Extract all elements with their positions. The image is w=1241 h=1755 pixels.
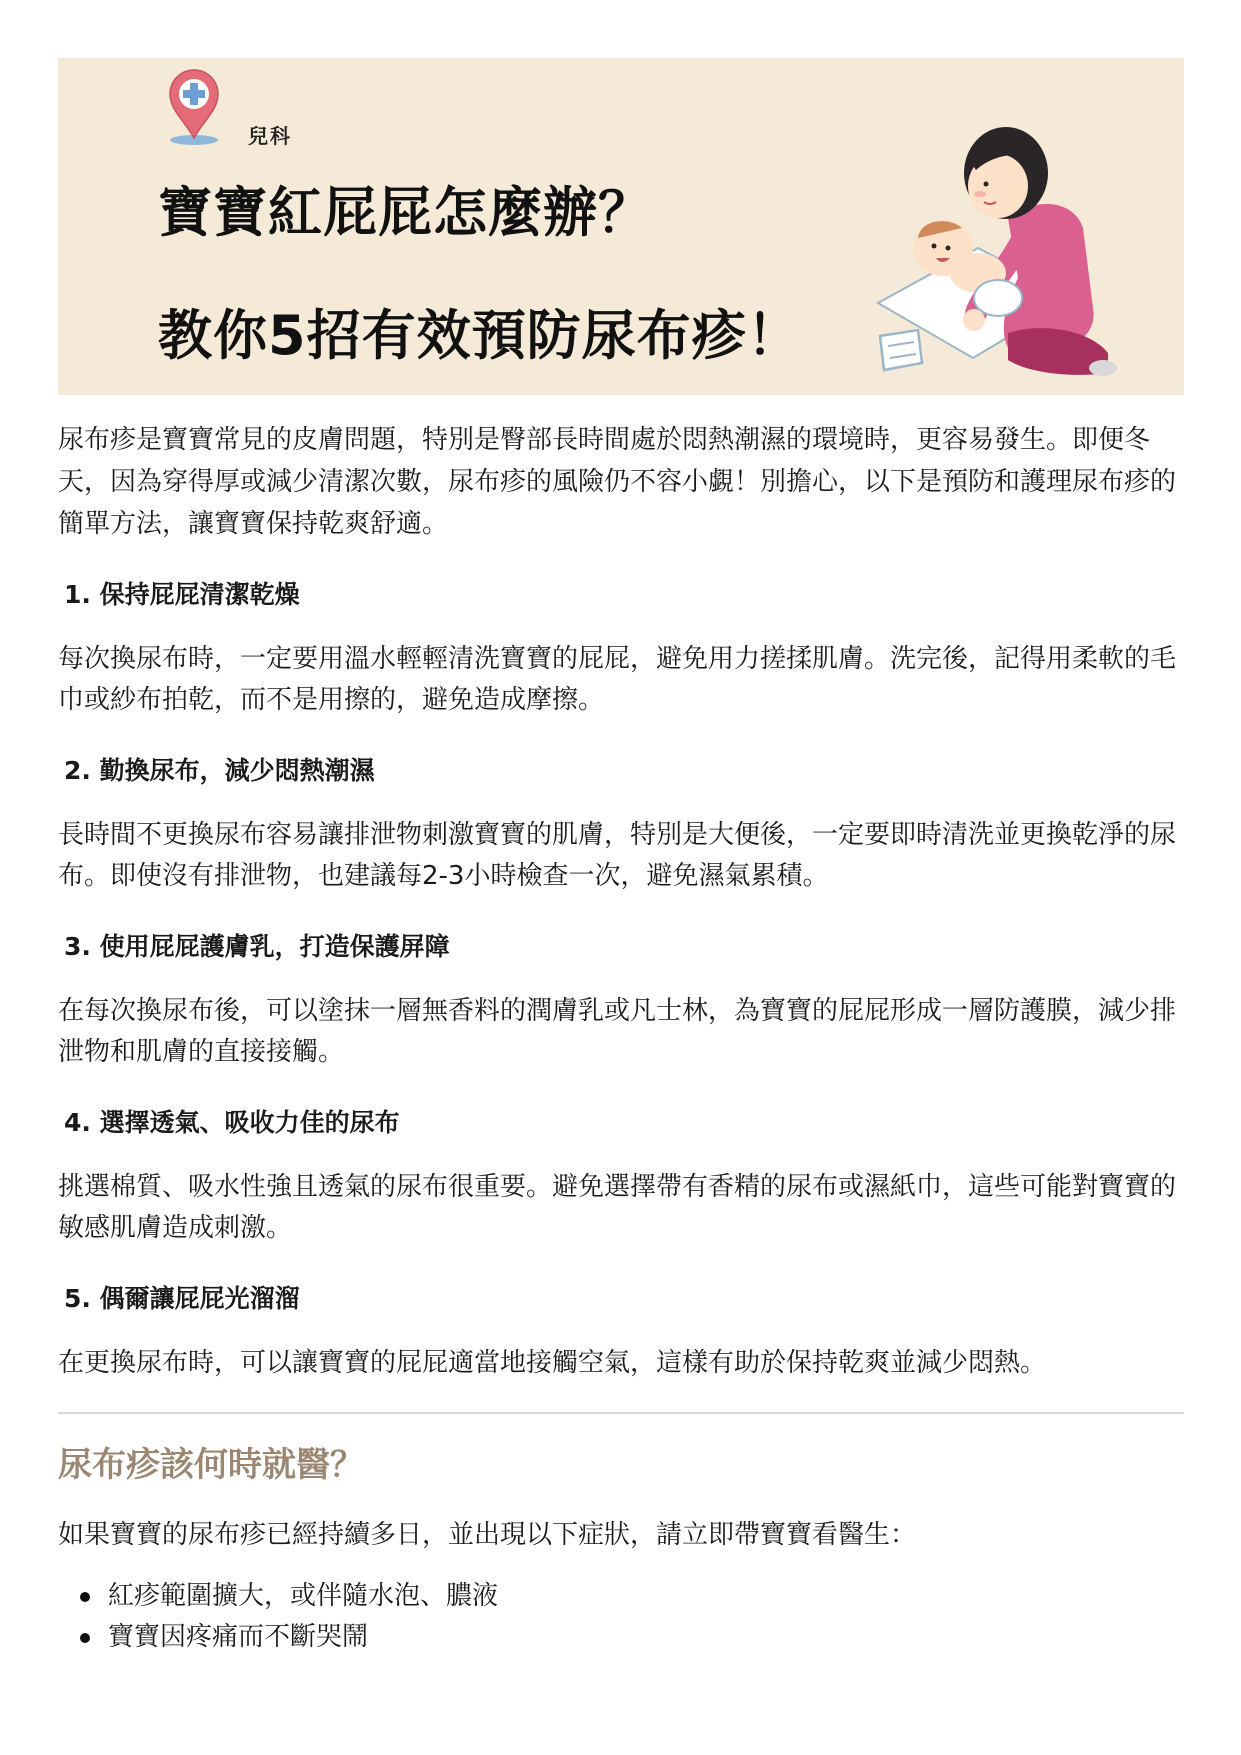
divider [58, 1412, 1184, 1414]
section-body: 挑選棉質、吸水性強且透氣的尿布很重要。避免選擇帶有香精的尿布或濕紙巾，這些可能對寶寶的敏感肌膚造成刺激。 [58, 1172, 1177, 1243]
page-title-line1: 寶寶紅屁屁怎麼辦？ [158, 181, 653, 244]
location-pin-medical-icon [166, 68, 226, 148]
section-heading: 5. 偶爾讓屁屁光溜溜 [64, 1284, 300, 1313]
section-body: 在更換尿布時，可以讓寶寶的屁屁適當地接觸空氣，這樣有助於保持乾爽並減少悶熱。 [58, 1348, 1047, 1378]
section-heading: 1. 保持屁屁清潔乾燥 [64, 580, 300, 609]
section-body: 每次換尿布時，一定要用溫水輕輕清洗寶寶的屁屁，避免用力搓揉肌膚。洗完後，記得用柔軟的毛巾或紗布拍乾，而不是用擦的，避免造成摩擦。 [58, 644, 1177, 715]
section-body: 長時間不更換尿布容易讓排泄物刺激寶寶的肌膚，特別是大便後，一定要即時清洗並更換乾淨的尿布。即使沒有排泄物，也建議每2-3小時檢查一次，避免濕氣累積。 [58, 820, 1177, 891]
bullet-icon [80, 1592, 90, 1602]
tip-section-2 [58, 751, 1184, 897]
symptom-text: 寶寶因疼痛而不斷哭鬧 [108, 1622, 369, 1652]
list-item [58, 1576, 1184, 1617]
symptom-text: 紅疹範圍擴大，或伴隨水泡、膿液 [108, 1581, 499, 1611]
tip-section-5 [58, 1279, 1184, 1384]
article-body [58, 395, 1184, 1658]
header-banner [58, 58, 1184, 395]
tip-section-3 [58, 927, 1184, 1073]
mother-changing-diaper-illustration [858, 98, 1178, 398]
list-item [58, 1617, 1184, 1658]
tip-section-4 [58, 1103, 1184, 1249]
page-title-line2: 教你5招有效預防尿布疹！ [158, 304, 802, 367]
intro-paragraph: 尿布疹是寶寶常見的皮膚問題，特別是臀部長時間處於悶熱潮濕的環境時，更容易發生。即便冬天，因為穿得厚或減少清潔次數，尿布疹的風險仍不容小覷！別擔心，以下是預防和護理尿布疹的簡單方法，讓寶寶保持乾爽舒適。 [58, 425, 1177, 539]
doctor-visit-heading: 尿布疹該何時就醫？ [58, 1445, 364, 1485]
bullet-icon [80, 1633, 90, 1643]
diaper-icon [880, 330, 922, 370]
section-heading: 4. 選擇透氣、吸收力佳的尿布 [64, 1108, 400, 1137]
section-heading: 3. 使用屁屁護膚乳，打造保護屏障 [64, 932, 450, 961]
doctor-visit-intro: 如果寶寶的尿布疹已經持續多日，並出現以下症狀，請立即帶寶寶看醫生： [58, 1520, 917, 1550]
symptom-list [58, 1576, 1184, 1658]
tip-section-1 [58, 575, 1184, 721]
section-body: 在每次換尿布後，可以塗抹一層無香料的潤膚乳或凡士林，為寶寶的屁屁形成一層防護膜，減少排泄物和肌膚的直接接觸。 [58, 996, 1177, 1067]
department-label: 兒科 [248, 124, 292, 148]
section-heading: 2. 勤換尿布，減少悶熱潮濕 [64, 756, 375, 785]
